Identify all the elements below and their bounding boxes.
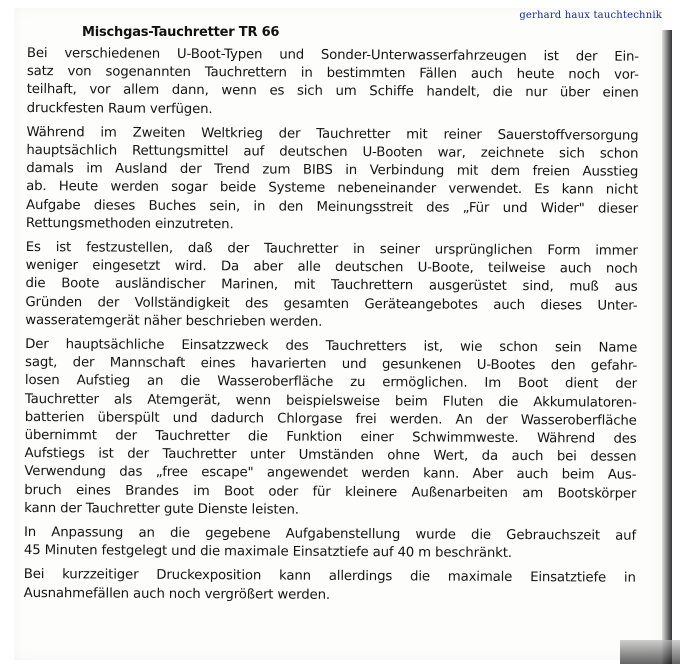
text-line: übernimmt der Tauchretter die Funktion einer Schwimmweste. Während des <box>24 428 637 447</box>
text-line: Der hauptsächliche Einsatzzweck des Tauchretters ist, wie schon sein Name <box>25 337 638 356</box>
text-line: Es ist festzustellen, daß der Tauchretter in seiner ursprünglichen Form immer <box>25 240 638 259</box>
text-line: Aufstiegs ist der Tauchretter unter Umständen ohne Wert, da auch bei dessen <box>24 446 637 465</box>
text-line: weniger eingesetzt wird. Da aber alle deutschen U-Boote, teilweise auch noch <box>25 258 638 277</box>
text-line: sagt, der Mannschaft eines havarierten und gesunkenen U-Bootes den gefahr- <box>25 355 638 374</box>
text-line: batterien überspült und dadurch Chlorgase frei werden. An der Wasseroberfläche <box>24 409 637 429</box>
text-line: In Anpassung an die gegebene Aufgabenstellung wurde die Gebrauchszeit auf <box>23 525 637 544</box>
paragraph <box>26 124 639 237</box>
text-line: 45 Minuten festgelegt und die maximale Einsatztiefe auf 40 m beschränkt. <box>23 543 512 562</box>
scan-edge-shadow-right <box>662 30 672 664</box>
text-line: Bei verschiedenen U-Boot-Typen und Sonder-Unterwasserfahrzeugen ist der Ein- <box>26 45 639 65</box>
text-line: Ausnahmefällen auch noch vergrößert werden. <box>23 585 331 603</box>
text-line: Aufgabe dieses Buches sein, in den Meinungsstreit des „Für und Wider" dieser <box>25 197 639 217</box>
scan-edge-shadow-bottom <box>620 640 680 664</box>
text-line: satz von sogenannten Tauchrettern in bestimmten Fällen auch heute noch vor- <box>26 64 639 83</box>
watermark: gerhard haux tauchtechnik <box>519 10 662 21</box>
text-line: damals im Ausland der Trend zum BIBS in Verbindung mit dem freien Ausstieg <box>26 161 639 180</box>
text-line: Bei kurzzeitiger Druckexposition kann allerdings die maximale Einsatztiefe in <box>23 567 636 587</box>
text-line: kann der Tauchretter gute Dienste leisten. <box>24 500 299 518</box>
paragraph <box>27 45 639 122</box>
paragraph <box>25 239 638 334</box>
text-line: bruch eines Brandes im Boot oder für kleinere Außenarbeiten am Bootskörper <box>24 482 637 502</box>
body-text <box>24 45 639 613</box>
text-line: die Boote ausländischer Marinen, mit Tauchrettern ausgerüstet sind, muß aus <box>25 276 638 296</box>
text-line: hauptsächlich Rettungsmittel auf deutschen U-Booten war, zeichnete sich schon <box>26 143 639 162</box>
paragraph <box>24 566 636 606</box>
paragraph <box>24 524 636 564</box>
text-line: wasseratemgerät näher beschrieben werden. <box>25 312 323 330</box>
text-line: Tauchretter als Atemgerät, wenn beispielsweise beim Fluten die Akkumulatoren- <box>24 391 637 411</box>
text-line: losen Aufstieg an die Wasseroberfläche zu ermöglichen. Im Boot dient der <box>24 373 637 393</box>
text-line: Gründen der Vollständigkeit des gesamten Geräteangebotes auch dieses Unter- <box>25 294 638 314</box>
text-line: teilhaft, vor allem dann, wenn es sich um Schiffe handelt, die nur über einen <box>26 82 639 102</box>
page-title: Mischgas-Tauchretter TR 66 <box>82 25 280 40</box>
text-line: druckfesten Raum verfügen. <box>26 100 213 117</box>
text-line: Verwendung das „free escape" angewendet werden kann. Aber auch beim Aus- <box>24 464 637 484</box>
text-line: Während im Zweiten Weltkrieg der Tauchretter mit reiner Sauerstoffversorgung <box>26 124 639 144</box>
paragraph <box>24 336 637 522</box>
text-line: Rettungsmethoden einzutreten. <box>25 215 234 233</box>
text-line: ab. Heute werden sogar beide Systeme nebeneinander verwendet. Es kann nicht <box>26 179 639 199</box>
